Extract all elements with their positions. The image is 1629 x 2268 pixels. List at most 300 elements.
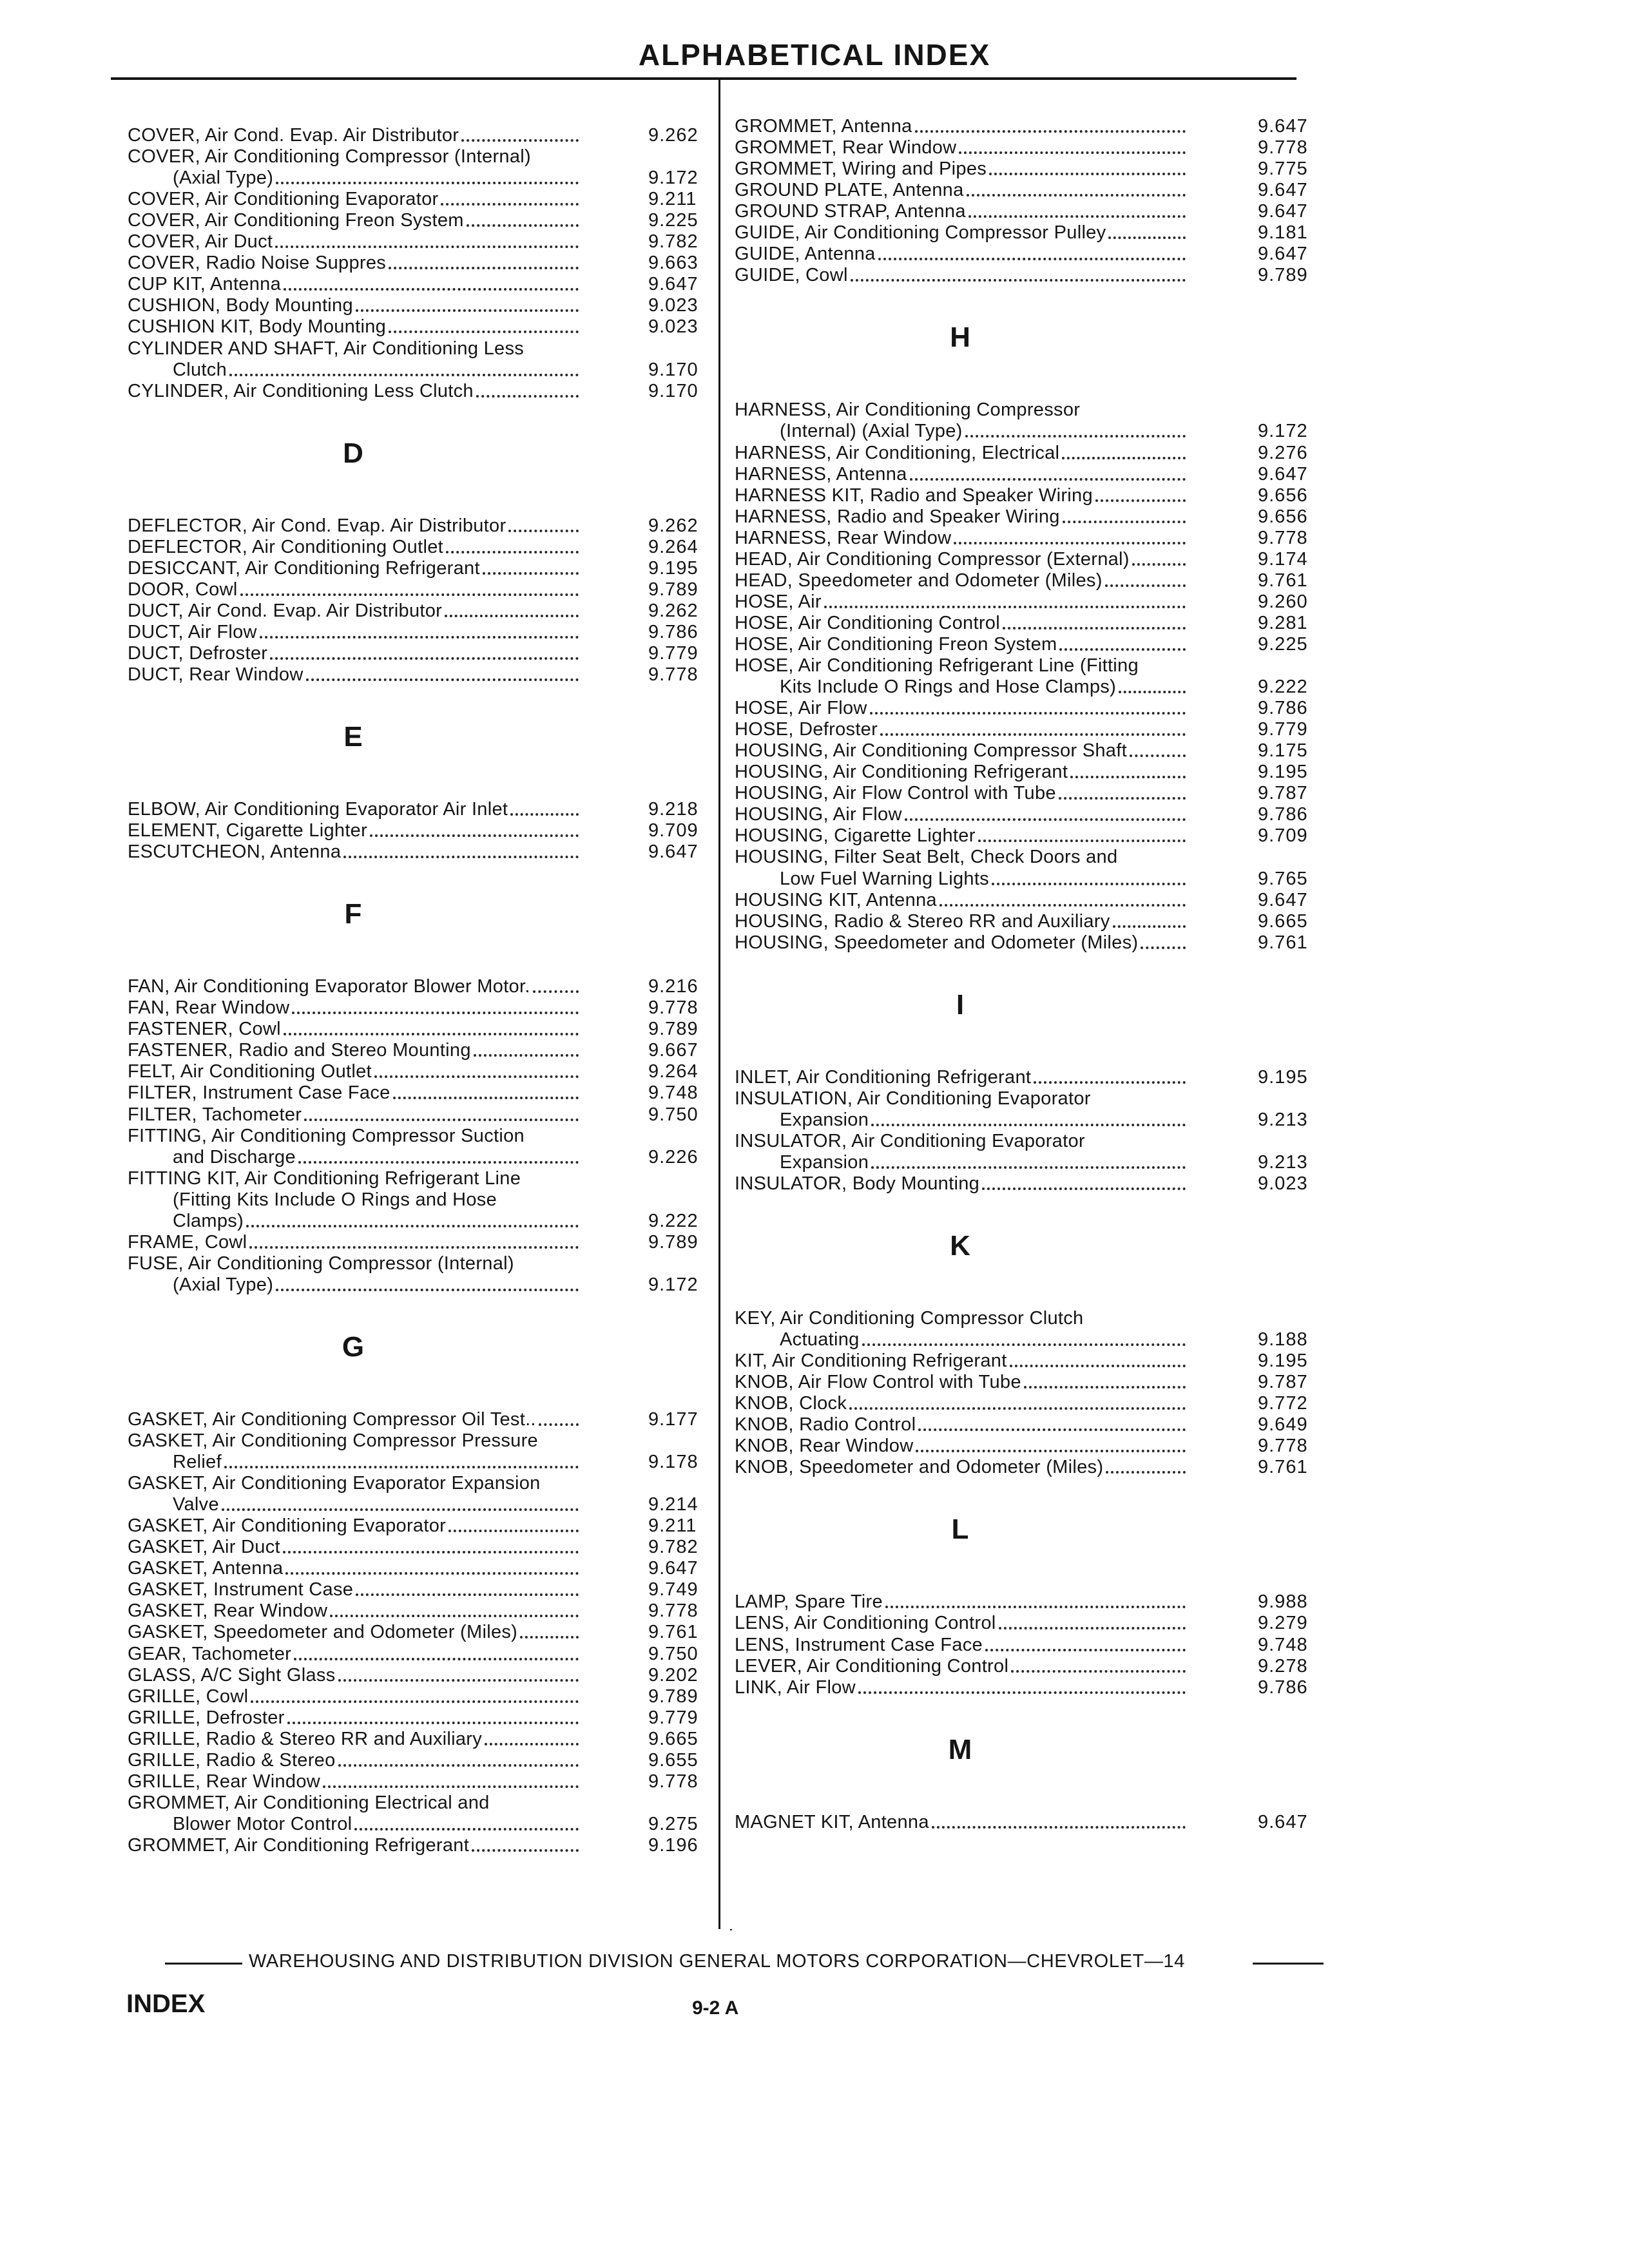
index-entry-label: ELBOW, Air Conditioning Evaporator Air Inlet: [128, 799, 508, 820]
dot-leader: [871, 1152, 1186, 1169]
index-entry-label: HOUSING, Speedometer and Odometer (Miles): [735, 932, 1139, 953]
index-entry-label: (Internal) (Axial Type): [780, 421, 963, 442]
index-entry-text: [128, 253, 579, 274]
dot-leader: [448, 1515, 579, 1532]
index-entry-reference: 9.275: [648, 1813, 699, 1834]
dot-leader: [851, 265, 1186, 282]
dot-leader: [294, 1644, 579, 1660]
index-entry-reference: 9.787: [1258, 783, 1308, 804]
index-entry-reference: 9.709: [1258, 825, 1308, 847]
index-entry-label: HOUSING, Air Conditioning Refrigerant: [735, 762, 1068, 783]
index-entry-text: [128, 168, 579, 189]
dot-leader: [276, 168, 579, 184]
index-entry-label: HOUSING KIT, Antenna: [735, 889, 937, 910]
index-entry-text: [735, 1110, 1186, 1131]
dot-leader: [485, 1729, 579, 1745]
index-entry-label: GASKET, Air Conditioning Evaporator Expansion: [128, 1473, 541, 1494]
index-entry-text: [128, 1792, 579, 1814]
index-entry-label: GRILLE, Radio & Stereo: [128, 1749, 336, 1771]
index-entry-text: [128, 1147, 579, 1168]
index-entry-reference: 9.656: [1258, 506, 1308, 527]
index-entry-text: [128, 1452, 579, 1473]
dot-leader: [824, 591, 1186, 608]
index-entry-label: GROMMET, Rear Window: [735, 137, 957, 159]
index-entry-reference: 9.778: [648, 1600, 699, 1622]
index-entry-label: FITTING, Air Conditioning Compressor Suction: [128, 1125, 525, 1146]
index-entry-reference: 9.647: [1258, 201, 1308, 222]
index-entry-label: FITTING KIT, Air Conditioning Refrigerant Line: [128, 1168, 521, 1189]
index-entry-text: [128, 1061, 579, 1082]
dot-leader: [878, 244, 1186, 260]
index-entry-label: HOSE, Air Conditioning Freon System: [735, 633, 1057, 655]
dot-leader: [251, 1686, 579, 1703]
index-entry-text: [735, 911, 1186, 932]
dot-leader: [959, 137, 1186, 154]
index-entry-reference: 9.174: [1258, 548, 1308, 570]
index-entry-text: [735, 1308, 1186, 1329]
index-entry-reference: 9.772: [1258, 1393, 1308, 1414]
dot-leader: [389, 316, 579, 333]
index-entry-reference: 9.262: [648, 600, 699, 621]
index-entry-label: GROUND PLATE, Antenna: [735, 180, 964, 201]
index-entry-label: GUIDE, Cowl: [735, 265, 848, 286]
index-entry-label: DUCT, Air Cond. Evap. Air Distributor: [128, 600, 443, 621]
index-entry-reference: 9.170: [648, 380, 699, 401]
column-divider-lower: [730, 1929, 732, 1930]
index-entry-label: GASKET, Rear Window: [128, 1600, 328, 1622]
index-entry-label: HOUSING, Cigarette Lighter: [735, 825, 976, 847]
index-entry-label: (Fitting Kits Include O Rings and Hose: [173, 1189, 497, 1210]
index-entry-text: [128, 799, 579, 820]
index-entry-text: [128, 841, 579, 863]
dot-leader: [520, 1622, 579, 1639]
dot-leader: [1130, 740, 1186, 757]
dot-leader: [982, 1173, 1186, 1190]
dot-leader: [343, 841, 579, 858]
index-entry-label: DUCT, Rear Window: [128, 664, 304, 685]
index-entry-label: HOSE, Defroster: [735, 719, 878, 740]
index-entry-text: [128, 1686, 579, 1707]
index-entry-text: [735, 1152, 1186, 1173]
index-entry-text: [128, 295, 579, 316]
dot-leader: [483, 558, 579, 575]
index-entry-reference: 9.264: [648, 1061, 699, 1082]
dot-leader: [965, 421, 1186, 437]
index-entry-label: Relief: [173, 1452, 222, 1473]
section-letter-g: G: [342, 1331, 365, 1363]
section-letter-k: K: [950, 1230, 970, 1262]
index-entry-reference: 9.226: [648, 1146, 699, 1168]
dot-leader: [285, 1558, 579, 1575]
index-entry-reference: 9.663: [648, 253, 699, 274]
index-entry-label: FELT, Air Conditioning Outlet: [128, 1061, 372, 1082]
index-entry-text: [128, 1082, 579, 1104]
index-entry-label: DUCT, Defroster: [128, 642, 268, 664]
index-entry-reference: 9.789: [648, 579, 699, 600]
index-entry-label: GASKET, Antenna: [128, 1558, 284, 1579]
index-entry-text: [735, 222, 1186, 244]
index-entry-text: [735, 634, 1186, 655]
index-entry-text: [128, 1274, 579, 1296]
index-entry-reference: 9.779: [648, 642, 699, 664]
dot-leader: [323, 1771, 579, 1788]
index-entry-label: FUSE, Air Conditioning Compressor (Internal): [128, 1253, 514, 1274]
index-entry-reference: 9.787: [1258, 1372, 1308, 1393]
index-entry-text: [128, 997, 579, 1019]
index-entry-text: [735, 719, 1186, 740]
index-entry-label: GUIDE, Antenna: [735, 244, 876, 265]
index-entry-text: [735, 1656, 1186, 1677]
index-entry-label: KNOB, Rear Window: [735, 1436, 914, 1457]
section-letter-l: L: [951, 1514, 969, 1546]
index-entry-label: GROUND STRAP, Antenna: [735, 201, 966, 222]
index-entry-text: [735, 1329, 1186, 1350]
index-entry-reference: 9.647: [1258, 116, 1308, 137]
index-entry-reference: 9.765: [1258, 868, 1308, 889]
index-entry-text: [128, 1665, 579, 1686]
dot-leader: [1011, 1656, 1186, 1673]
footer-rule-left: [165, 1963, 242, 1965]
section-letter-m: M: [948, 1733, 972, 1765]
index-entry-text: [735, 783, 1186, 804]
index-entry-label: KEY, Air Conditioning Compressor Clutch: [735, 1308, 1084, 1329]
index-entry-reference: 9.647: [1258, 1811, 1308, 1832]
index-entry-reference: 9.647: [1258, 180, 1308, 201]
dot-leader: [298, 1147, 579, 1164]
index-entry-text: [735, 1457, 1186, 1478]
index-entry-label: FILTER, Tachometer: [128, 1104, 302, 1125]
index-entry-text: [735, 1372, 1186, 1393]
index-entry-text: [128, 1600, 579, 1622]
index-entry-text: [128, 1430, 579, 1452]
dot-leader: [985, 1635, 1186, 1651]
index-entry-reference: 9.172: [648, 168, 699, 189]
index-entry-reference: 9.172: [1258, 421, 1308, 442]
index-entry-reference: 9.778: [648, 664, 699, 685]
index-entry-text: [128, 579, 579, 601]
index-entry-reference: 9.775: [1258, 159, 1308, 180]
index-entry-reference: 9.281: [1258, 612, 1308, 633]
index-entry-reference: 9.264: [648, 536, 699, 557]
index-entry-label: LEVER, Air Conditioning Control: [735, 1655, 1009, 1677]
index-entry-reference: 9.750: [648, 1104, 699, 1125]
index-entry-label: HOSE, Air Flow: [735, 698, 867, 719]
index-entry-text: [735, 1635, 1186, 1656]
index-entry-reference: 9.278: [1258, 1655, 1308, 1677]
index-entry-label: KIT, Air Conditioning Refrigerant: [735, 1350, 1007, 1372]
index-entry-text: [128, 1104, 579, 1126]
index-entry-label: Actuating: [780, 1329, 860, 1350]
index-entry-text: [128, 1168, 579, 1189]
dot-leader: [306, 664, 579, 681]
index-entry-reference: 9.749: [648, 1579, 699, 1600]
index-entry-reference: 9.789: [1258, 265, 1308, 286]
index-entry-text: [128, 558, 579, 579]
index-entry-label: HARNESS, Antenna: [735, 463, 907, 485]
index-entry-text: [128, 1409, 579, 1430]
index-entry-reference: 9.222: [1258, 677, 1308, 698]
section-letter-e: E: [343, 721, 363, 753]
index-entry-reference: 9.779: [1258, 719, 1308, 740]
index-entry-text: [128, 338, 579, 360]
dot-leader: [989, 159, 1186, 175]
index-entry-reference: 9.786: [1258, 1677, 1308, 1698]
index-entry-text: [735, 159, 1186, 180]
index-entry-text: [735, 1677, 1186, 1698]
index-entry-reference: 9.213: [1258, 1109, 1308, 1130]
dot-leader: [918, 1414, 1186, 1431]
index-entry-reference: 9.023: [648, 316, 699, 338]
index-entry-reference: 9.279: [1258, 1613, 1308, 1634]
index-entry-text: [735, 1812, 1186, 1833]
index-entry-label: COVER, Air Cond. Evap. Air Distributor: [128, 125, 459, 146]
index-entry-label: KNOB, Air Flow Control with Tube: [735, 1372, 1021, 1393]
dot-leader: [356, 1579, 579, 1596]
index-entry-text: [128, 1473, 579, 1494]
index-entry-label: FASTENER, Radio and Stereo Mounting: [128, 1040, 471, 1061]
dot-leader: [229, 360, 579, 376]
index-entry-label: ESCUTCHEON, Antenna: [128, 841, 342, 863]
index-entry-text: [735, 506, 1186, 528]
index-entry-reference: 9.647: [648, 274, 699, 295]
index-entry-text: [128, 1537, 579, 1558]
index-entry-text: [128, 537, 579, 558]
index-entry-label: DUCT, Air Flow: [128, 621, 257, 642]
index-entry-label: HOUSING, Radio & Stereo RR and Auxiliary: [735, 910, 1110, 932]
dot-leader: [1059, 783, 1186, 800]
dot-leader: [1108, 222, 1186, 239]
index-entry-text: [128, 1558, 579, 1579]
index-entry-label: COVER, Air Duct: [128, 231, 273, 253]
dot-leader: [240, 579, 579, 596]
title-rule: [111, 77, 1296, 80]
index-entry-text: [735, 201, 1186, 222]
index-entry-label: GASKET, Air Duct: [128, 1537, 280, 1558]
index-entry-text: [735, 1436, 1186, 1457]
index-entry-label: GEAR, Tachometer: [128, 1643, 292, 1664]
index-entry-label: DEFLECTOR, Air Cond. Evap. Air Distributor: [128, 515, 506, 536]
index-entry-text: [128, 1494, 579, 1515]
index-entry-text: [735, 485, 1186, 506]
index-entry-text: [735, 1393, 1186, 1414]
index-entry-text: [735, 804, 1186, 825]
dot-leader: [246, 1211, 579, 1227]
index-entry-text: [128, 231, 579, 253]
index-entry-label: GASKET, Speedometer and Odometer (Miles): [128, 1622, 518, 1643]
index-entry-text: [128, 515, 579, 537]
index-entry-reference: 9.213: [1258, 1151, 1308, 1173]
index-entry-text: [128, 381, 579, 402]
section-letter-d: D: [343, 437, 363, 469]
dot-leader: [905, 804, 1186, 821]
index-entry-reference: 9.262: [648, 515, 699, 536]
dot-leader: [915, 116, 1186, 133]
index-entry-reference: 9.222: [648, 1210, 699, 1231]
index-entry-label: LAMP, Spare Tire: [735, 1591, 883, 1613]
index-entry-label: FILTER, Instrument Case Face: [128, 1082, 390, 1104]
index-entry-text: [735, 613, 1186, 634]
dot-leader: [510, 799, 579, 816]
index-entry-label: ELEMENT, Cigarette Lighter: [128, 820, 368, 841]
index-entry-label: LENS, Air Conditioning Control: [735, 1613, 996, 1634]
index-entry-text: [735, 762, 1186, 783]
index-entry-label: (Axial Type): [173, 168, 274, 189]
index-entry-label: HARNESS, Air Conditioning, Electrical: [735, 442, 1060, 463]
dot-leader: [446, 537, 579, 553]
index-entry-text: [128, 1211, 579, 1232]
index-entry-reference: 9.195: [1258, 1350, 1308, 1372]
index-entry-reference: 9.782: [648, 231, 699, 253]
dot-leader: [292, 997, 579, 1014]
index-entry-label: FRAME, Cowl: [128, 1231, 247, 1253]
index-entry-label: HEAD, Speedometer and Odometer (Miles): [735, 570, 1103, 591]
index-entry-reference: 9.778: [648, 1771, 699, 1792]
index-entry-text: [128, 622, 579, 643]
dot-leader: [533, 976, 579, 993]
index-entry-text: [128, 125, 579, 146]
index-entry-reference: 9.225: [1258, 633, 1308, 655]
index-entry-reference: 9.761: [1258, 570, 1308, 591]
index-entry-label: GASKET, Air Conditioning Compressor Oil Test..: [128, 1408, 536, 1430]
index-entry-label: CYLINDER AND SHAFT, Air Conditioning Less: [128, 338, 525, 359]
index-entry-reference: 9.262: [648, 125, 699, 146]
index-entry-reference: 9.789: [648, 1019, 699, 1040]
index-entry-label: HOSE, Air: [735, 591, 822, 612]
index-entry-text: [735, 1591, 1186, 1613]
dot-leader: [304, 1104, 579, 1121]
index-entry-label: COVER, Air Conditioning Evaporator: [128, 189, 439, 210]
index-entry-text: [735, 1414, 1186, 1436]
dot-leader: [472, 1835, 579, 1852]
index-entry-text: [735, 399, 1186, 421]
dot-leader: [954, 528, 1186, 544]
dot-leader: [885, 1591, 1186, 1608]
index-entry-text: [735, 570, 1186, 591]
index-entry-text: [128, 664, 579, 686]
index-entry-text: [735, 847, 1186, 868]
index-entry-text: [128, 1189, 579, 1211]
index-entry-text: [735, 549, 1186, 570]
index-entry-text: [128, 189, 579, 210]
index-entry-reference: 9.175: [1258, 740, 1308, 762]
index-entry-label: GASKET, Air Conditioning Compressor Pressure: [128, 1430, 538, 1451]
dot-leader: [1034, 1067, 1186, 1084]
index-entry-label: INSULATION, Air Conditioning Evaporator: [735, 1088, 1091, 1109]
index-entry-label: CUP KIT, Antenna: [128, 274, 282, 295]
dot-leader: [370, 820, 579, 837]
right-index-column: [735, 116, 1327, 1914]
dot-leader: [1062, 443, 1186, 459]
index-entry-label: KNOB, Clock: [735, 1393, 847, 1414]
index-entry-text: [128, 146, 579, 168]
dot-leader: [849, 1393, 1186, 1410]
index-entry-reference: 9.647: [1258, 463, 1308, 485]
index-entry-text: [128, 1515, 579, 1537]
dot-leader: [275, 231, 579, 248]
index-entry-label: COVER, Air Conditioning Freon System: [128, 210, 464, 231]
index-entry-reference: 9.218: [648, 799, 699, 820]
dot-leader: [284, 1019, 579, 1035]
index-entry-reference: 9.667: [648, 1040, 699, 1061]
index-entry-reference: 9.214: [648, 1494, 699, 1515]
index-entry-text: [128, 1579, 579, 1600]
index-entry-label: FASTENER, Cowl: [128, 1019, 281, 1040]
index-entry-text: [128, 1019, 579, 1040]
dot-leader: [932, 1812, 1186, 1829]
index-entry-text: [735, 1131, 1186, 1152]
dot-leader: [940, 890, 1186, 907]
dot-leader: [287, 1707, 579, 1724]
index-entry-reference: 9.750: [648, 1643, 699, 1664]
index-entry-label: HOUSING, Air Flow: [735, 804, 902, 825]
index-entry-reference: 9.647: [648, 841, 699, 863]
dot-leader: [276, 1274, 579, 1291]
page-number: 9-2 A: [692, 1997, 739, 2019]
index-entry-reference: 9.761: [1258, 932, 1308, 953]
index-entry-label: GRILLE, Radio & Stereo RR and Auxiliary: [128, 1728, 483, 1749]
index-entry-text: [128, 1040, 579, 1061]
index-entry-reference: 9.649: [1258, 1414, 1308, 1436]
index-entry-text: [128, 316, 579, 338]
index-entry-reference: 9.782: [648, 1537, 699, 1558]
dot-leader: [389, 253, 579, 269]
dot-leader: [1003, 613, 1186, 629]
dot-leader: [354, 1814, 579, 1831]
index-entry-label: GASKET, Instrument Case: [128, 1579, 354, 1600]
index-entry-label: GLASS, A/C Sight Glass: [128, 1664, 336, 1686]
index-entry-reference: 9.778: [1258, 137, 1308, 159]
index-entry-reference: 9.211: [648, 189, 697, 210]
index-entry-reference: 9.172: [648, 1274, 699, 1295]
dot-leader: [1010, 1350, 1186, 1367]
index-entry-text: [735, 740, 1186, 762]
index-entry-text: [128, 274, 579, 295]
index-entry-label: INSULATOR, Body Mounting: [735, 1173, 980, 1194]
index-entry-text: [735, 1173, 1186, 1195]
index-entry-label: HOUSING, Filter Seat Belt, Check Doors and: [735, 847, 1118, 868]
index-entry-label: INLET, Air Conditioning Refrigerant: [735, 1066, 1032, 1088]
dot-leader: [1113, 911, 1186, 928]
index-entry-text: [128, 1835, 579, 1856]
index-entry-label: GROMMET, Wiring and Pipes: [735, 159, 987, 180]
index-entry-text: [128, 1232, 579, 1253]
dot-leader: [1070, 762, 1186, 778]
index-entry-label: KNOB, Speedometer and Odometer (Miles): [735, 1457, 1104, 1478]
dot-leader: [1059, 634, 1186, 651]
left-index-column: [128, 125, 720, 1923]
index-entry-label: HOSE, Air Conditioning Refrigerant Line (Fitting: [735, 655, 1139, 676]
index-entry-reference: 9.665: [1258, 910, 1308, 932]
index-entry-text: [128, 1253, 579, 1274]
index-entry-reference: 9.225: [648, 210, 699, 231]
index-entry-label: DESICCANT, Air Conditioning Refrigerant: [128, 557, 480, 579]
index-entry-label: GRILLE, Defroster: [128, 1707, 285, 1728]
dot-leader: [870, 698, 1186, 715]
index-entry-label: GUIDE, Air Conditioning Compressor Pulley: [735, 222, 1106, 244]
index-entry-label: COVER, Air Conditioning Compressor (Internal): [128, 146, 531, 168]
index-entry-reference: 9.761: [648, 1622, 699, 1643]
index-entry-reference: 9.665: [648, 1728, 699, 1749]
index-entry-label: DOOR, Cowl: [128, 579, 238, 600]
index-entry-label: CUSHION, Body Mounting: [128, 295, 353, 316]
index-entry-reference: 9.276: [1258, 442, 1308, 463]
dot-leader: [992, 869, 1186, 885]
index-entry-text: [735, 244, 1186, 265]
dot-leader: [461, 125, 579, 142]
index-entry-text: [735, 869, 1186, 890]
dot-leader: [862, 1329, 1186, 1346]
dot-leader: [338, 1665, 579, 1682]
